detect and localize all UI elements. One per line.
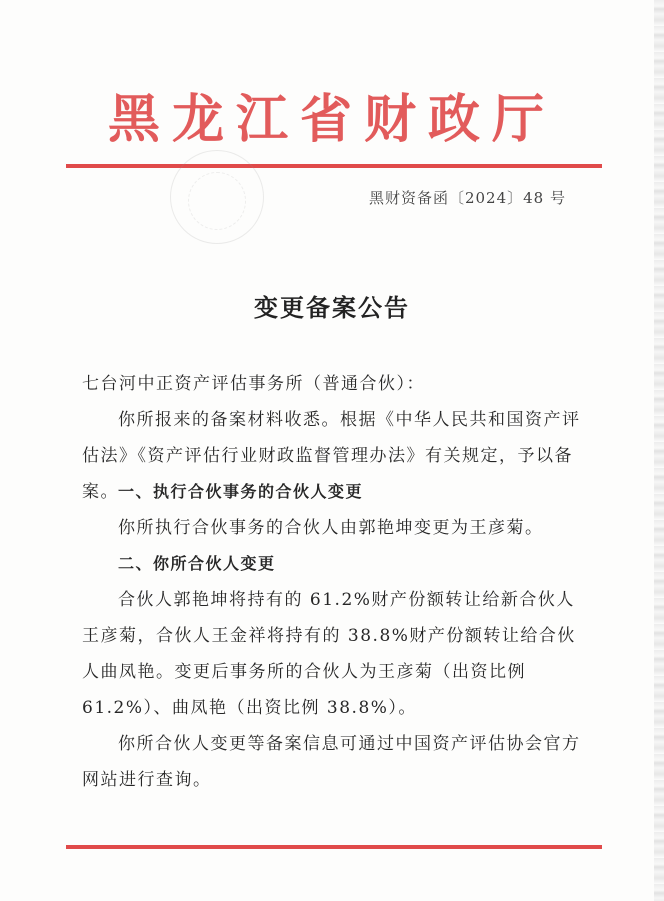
header-red-rule: [66, 164, 602, 168]
paragraph-closing: 你所合伙人变更等备案信息可通过中国资产评估协会官方网站进行查询。: [82, 734, 581, 790]
footer-red-rule: [66, 845, 602, 849]
document-number: 黑财资备函〔2024〕48 号: [368, 189, 566, 207]
paragraph-section-1: 你所执行合伙事务的合伙人由郭艳坤变更为王彦菊。: [118, 518, 544, 538]
paragraph-section-2: 合伙人郭艳坤将持有的 61.2%财产份额转让给新合伙人王彦菊，合伙人王金祥将持有的 38.8%财产份额转让给合伙人曲凤艳。变更后事务所的合伙人为王彦菊（出资比例 61.2%）、曲凤艳（出资比例 38.8%）。: [82, 590, 576, 718]
agency-title: 黑龙江省财政厅: [107, 90, 556, 150]
document-title: 变更备案公告: [254, 293, 410, 322]
scan-edge-noise: [654, 0, 664, 901]
section-heading-1: 一、执行合伙事务的合伙人变更: [118, 482, 364, 501]
paragraph-intro: 你所报来的备案材料收悉。根据《中华人民共和国资产评估法》《资产评估行业财政监督管理办法》有关规定，予以备案。: [82, 410, 581, 502]
faint-seal-inner-mark: [188, 172, 246, 230]
section-heading-2: 二、你所合伙人变更: [118, 554, 276, 573]
addressee: 七台河中正资产评估事务所（普通合伙）：: [82, 374, 425, 394]
